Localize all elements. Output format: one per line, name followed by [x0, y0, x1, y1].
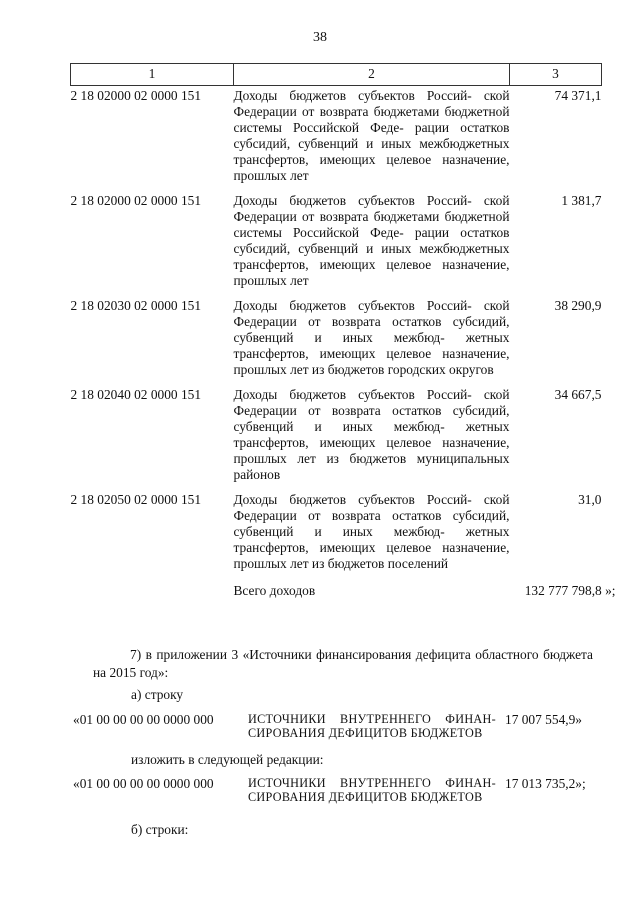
revenue-amount: 31,0: [578, 492, 602, 507]
table-header-row: [71, 64, 602, 86]
subitem-a: а) строку: [131, 687, 184, 702]
revenue-code: 2 18 02030 02 0000 151: [70, 298, 202, 313]
total-amount: 132 777 798,8 »;: [524, 583, 616, 598]
table-row: [71, 86, 602, 194]
revenue-table: [70, 63, 616, 599]
column-header-3: 3: [510, 64, 602, 86]
table-row: [71, 193, 602, 298]
revenue-code: 2 18 02000 02 0000 151: [70, 193, 202, 208]
new-row-description: ИСТОЧНИКИ ВНУТРЕННЕГО ФИНАН- СИРОВАНИЯ ДЕФИЦИТОВ БЮДЖЕТОВ: [248, 776, 496, 804]
replace-instruction: изложить в следующей редакции:: [131, 752, 324, 767]
revenue-description: Доходы бюджетов субъектов Россий- ской Федерации от возврата остатков субсидий, субвенций и иных межбюд- жетных трансфертов, имеющих целевое назначение, прошлых лет из бюджетов поселений: [233, 492, 510, 571]
table-row: [71, 298, 602, 387]
page-number: 38: [313, 30, 327, 45]
total-label: Всего доходов: [233, 583, 316, 598]
revenue-description: Доходы бюджетов субъектов Россий- ской Федерации от возврата остатков субсидий, субвенций и иных межбюд- жетных трансфертов, имеющих целевое назначение, прошлых лет из бюджетов муниципальных районов: [233, 387, 510, 482]
revenue-description: Доходы бюджетов субъектов Россий- ской Федерации от возврата остатков субсидий, субвенций и иных межбюд- жетных трансфертов, имеющих целевое назначение, прошлых лет из бюджетов городских округов: [233, 298, 510, 377]
total-row: [71, 581, 602, 599]
revenue-amount: 34 667,5: [554, 387, 602, 402]
table-row: [71, 387, 602, 492]
revenue-amount: 74 371,1: [554, 88, 602, 103]
revenue-description: Доходы бюджетов субъектов Россий- ской Федерации от возврата бюджетами бюджетной системы Российской Феде- рации остатков субсидий, субвенций и иных межбюджетных трансфертов, имеющих целевое назначение, прошлых лет: [233, 88, 510, 183]
revenue-code: 2 18 02000 02 0000 151: [70, 88, 202, 103]
column-header-2: 2: [234, 64, 510, 86]
table-row: [71, 492, 602, 581]
paragraph-7: 7) в приложении 3 «Источники финансирования дефицита областного бюджета на 2015 год»:: [93, 647, 593, 680]
new-row-amount: 17 013 735,2»;: [505, 776, 586, 791]
subitem-b: б) строки:: [131, 822, 189, 837]
old-row-amount: 17 007 554,9»: [505, 712, 582, 727]
new-row-code: «01 00 00 00 00 0000 000: [73, 776, 214, 791]
revenue-code: 2 18 02050 02 0000 151: [70, 492, 202, 507]
column-header-1: 1: [71, 64, 234, 86]
revenue-amount: 38 290,9: [554, 298, 602, 313]
revenue-description: Доходы бюджетов субъектов Россий- ской Федерации от возврата бюджетами бюджетной системы Российской Феде- рации остатков субсидий, субвенций и иных межбюджетных трансфертов, имеющих целевое назначение, прошлых лет: [233, 193, 510, 288]
revenue-amount: 1 381,7: [561, 193, 602, 208]
old-row-code: «01 00 00 00 00 0000 000: [73, 712, 214, 727]
old-row-description: ИСТОЧНИКИ ВНУТРЕННЕГО ФИНАН- СИРОВАНИЯ ДЕФИЦИТОВ БЮДЖЕТОВ: [248, 712, 496, 740]
revenue-code: 2 18 02040 02 0000 151: [70, 387, 202, 402]
